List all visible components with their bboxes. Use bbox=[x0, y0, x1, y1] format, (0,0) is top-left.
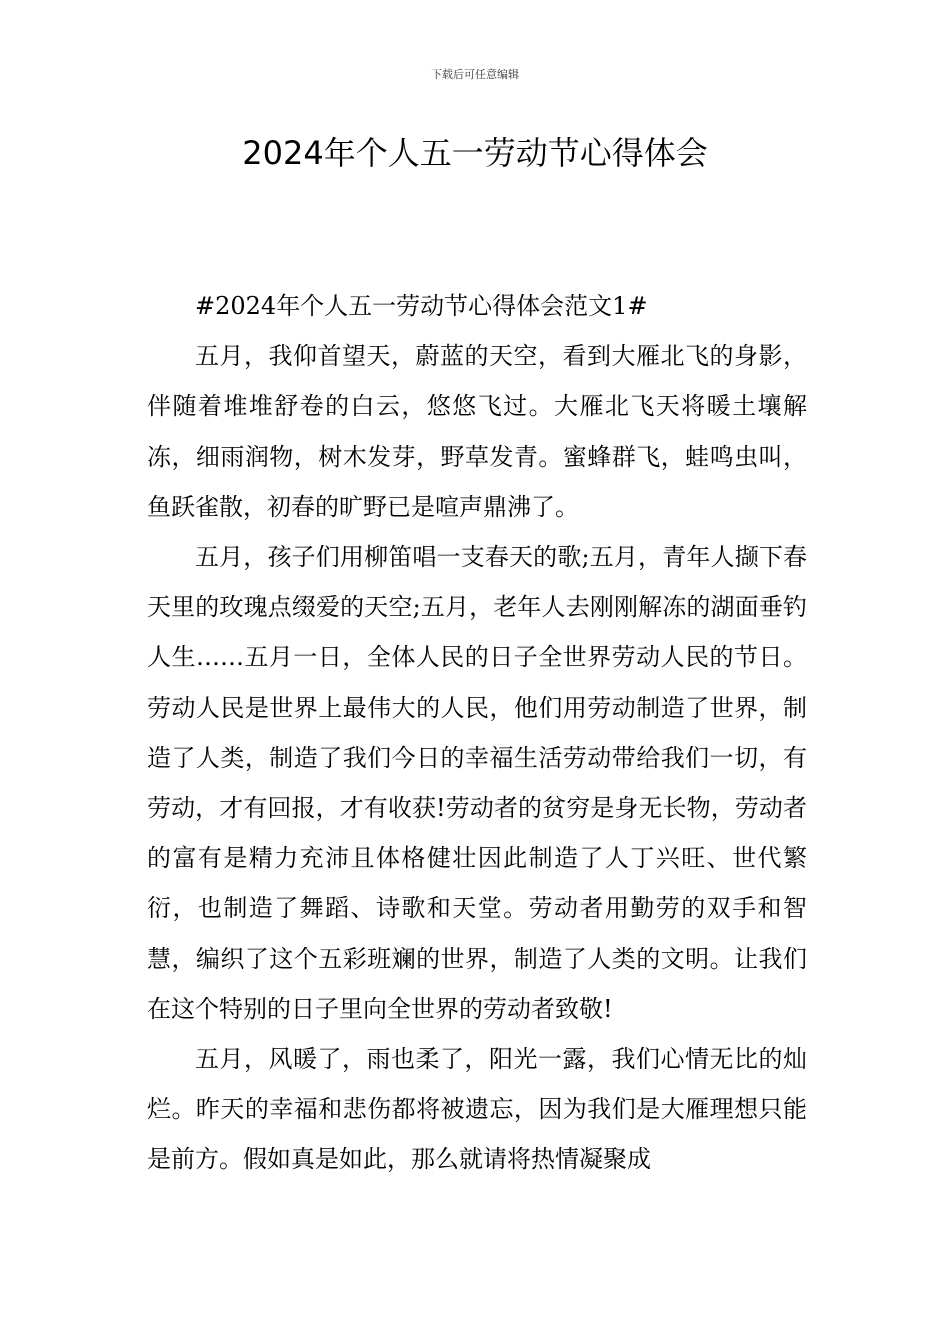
paragraph: 五月，孩子们用柳笛唱一支春天的歌;五月，青年人撷下春天里的玫瑰点缀爱的天空;五月，老年人去刚刚解冻的湖面垂钓人生……五月一日，全体人民的日子全世界劳动人民的节日。劳动人民是世界上最伟大的人民，他们用劳动制造了世界，制造了人类，制造了我们今日的幸福生活劳动带给我们一切，有劳动，才有回报，才有收获!劳动者的贫穷是身无长物，劳动者的富有是精力充沛且体格健壮因此制造了人丁兴旺、世代繁衍，也制造了舞蹈、诗歌和天堂。劳动者用勤劳的双手和智慧，编织了这个五彩班斓的世界，制造了人类的文明。让我们在这个特别的日子里向全世界的劳动者致敬! bbox=[147, 543, 807, 1023]
document-body bbox=[147, 281, 807, 1185]
paragraph: 五月，我仰首望天，蔚蓝的天空，看到大雁北飞的身影，伴随着堆堆舒卷的白云，悠悠飞过。大雁北飞天将暖土壤解冻，细雨润物，树木发芽，野草发青。蜜蜂群飞，蛙鸣虫叫，鱼跃雀散，初春的旷野已是喧声鼎沸了。 bbox=[147, 342, 807, 521]
document-title: 2024年个人五一劳动节心得体会 bbox=[242, 134, 708, 172]
paragraph: 五月，风暖了，雨也柔了，阳光一露，我们心情无比的灿烂。昨天的幸福和悲伤都将被遗忘，因为我们是大雁理想只能是前方。假如真是如此，那么就请将热情凝聚成 bbox=[147, 1045, 807, 1174]
section-subheading: #2024年个人五一劳动节心得体会范文1# bbox=[195, 292, 648, 320]
header-note: 下载后可任意编辑 bbox=[431, 68, 519, 81]
